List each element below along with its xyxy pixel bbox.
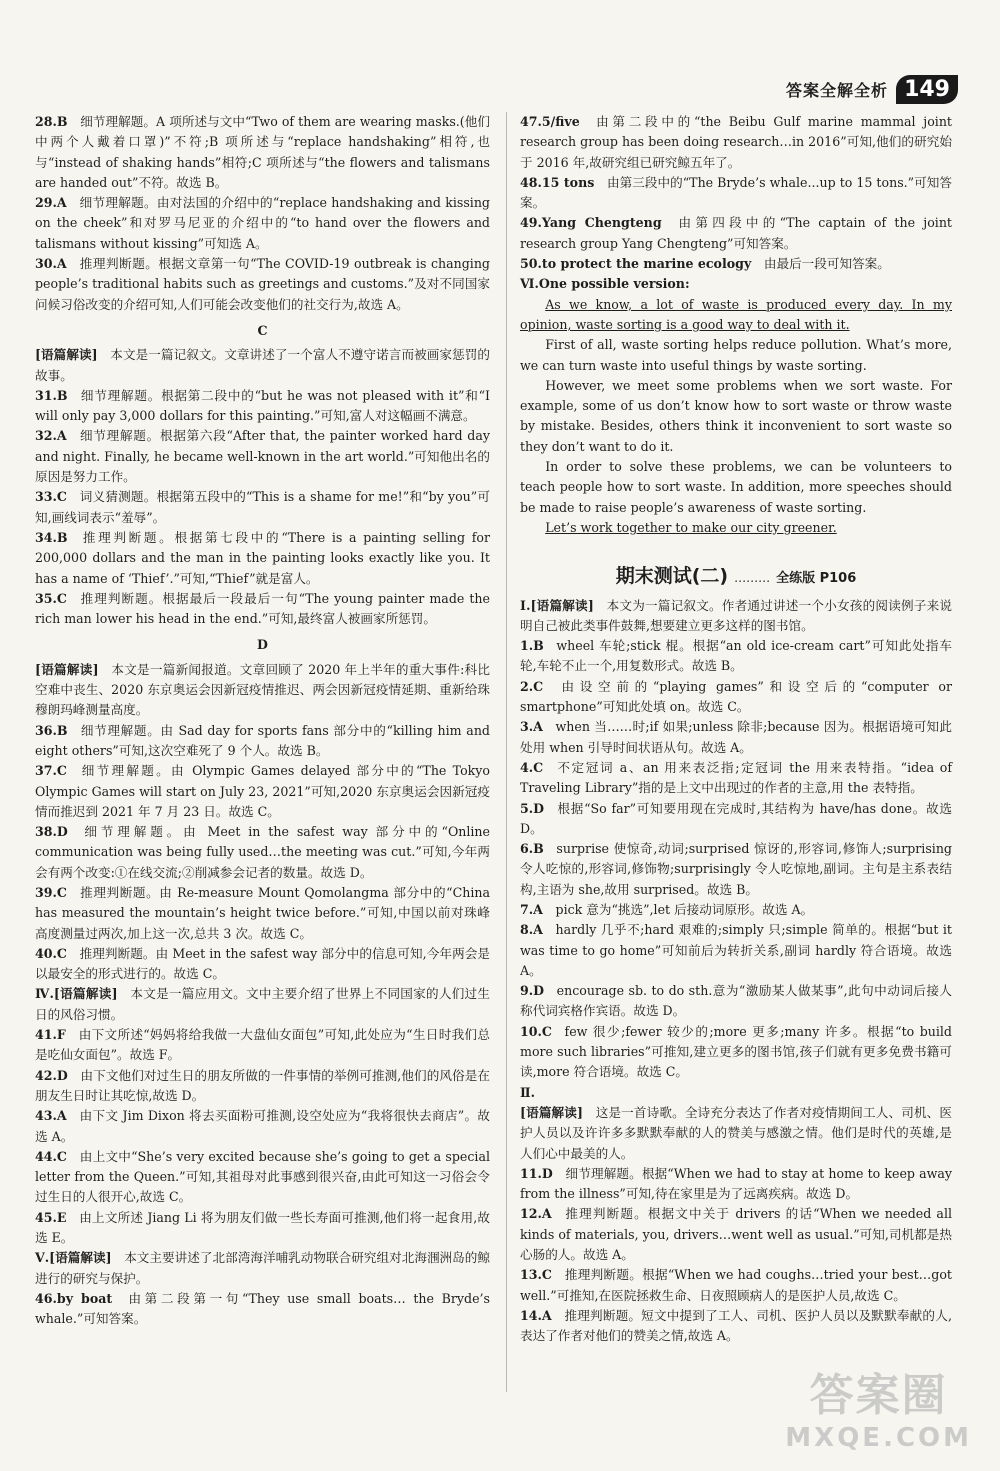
answer-number: 12.A: [520, 1206, 552, 1222]
column-divider: [506, 112, 507, 1392]
answer-text: 不定冠词 a、an 用来表泛指;定冠词 the 用来表特指。“idea of Traveling Library”指的是上文中出现过的作者的主意,用 the 表特指。: [520, 759, 952, 796]
right-column-answers: [520, 112, 952, 295]
test-title-dots: ………: [734, 571, 771, 586]
answer-text: 由最后一段可知答案。: [763, 256, 890, 272]
answer-number: 3.A: [520, 719, 543, 735]
answer-text: 推理判断题。由 Meet in the safest way 部分中的信息可知,今年两会是以最安全的形式进行的。故选 C。: [35, 945, 490, 982]
answer-item: [520, 900, 952, 920]
reading-note: [520, 596, 952, 637]
answer-number: 13.C: [520, 1267, 552, 1283]
reading-note: [35, 1248, 490, 1289]
right-column-test-answers: [520, 596, 952, 1347]
answer-text: 细节理解题。根据第二段中的“but he was not pleased with it”和“I will only pay 3,000 dollars for this painting.”可知,富人对这幅画不满意。: [35, 387, 490, 424]
answer-text: 推理判断题。根据文章第一句“The COVID-19 outbreak is changing people’s traditional habits such as greetings and customs.”及对不同国家问候习俗改变的介绍可知,人们可能会改变他们的社交行为,故选 A。: [35, 256, 490, 312]
answer-text: 细节理解题。A 项所述与文中“Two of them are wearing masks.(他们中两个人戴着口罩)”不符;B 项所述与“replace handshaking”相符,也与“instead of shaking hands”相符;C 项所述与“the flowers and talismans are handed out”不符。故选 B。: [35, 114, 490, 190]
answer-item: [35, 487, 490, 528]
answer-text: 由第三段中的“The Bryde’s whale...up to 15 tons.”可知答案。: [520, 174, 952, 211]
essay-paragraph-3: However, we meet some problems when we sort waste. For example, some of us don’t know how to sort waste or throw waste by mistake. Besides, others think it inconvenient to sort waste so they don’t want to do it.: [520, 377, 952, 454]
answer-number: 7.A: [520, 901, 543, 917]
header-title: 答案全解全析: [786, 80, 889, 100]
reading-note: [520, 274, 952, 294]
answer-number: 39.C: [35, 884, 67, 900]
answer-text: 细节理解题。根据“When we had to stay at home to keep away from the illness”可知,待在家里是为了远离疾病。故选 D。: [520, 1165, 952, 1202]
answer-text: 由第二段中的“the Beibu Gulf marine mammal joint research group has been doing research…in 2016”可知,他们的研究始于 2016 年,故研究组已研究鲸五年了。: [520, 114, 952, 170]
section-heading: D: [257, 637, 268, 653]
answer-text: 由下文他们对过生日的朋友所做的一件事情的举例可推测,他们的风俗是在朋友生日时让其吃惊,故选 D。: [35, 1067, 490, 1103]
answer-number: 28.B: [35, 114, 68, 129]
answer-number: 35.C: [35, 590, 67, 606]
reading-tag: Ⅱ.: [520, 1084, 535, 1100]
answer-number: 2.C: [520, 678, 544, 694]
answer-number: 41.F: [35, 1027, 66, 1043]
answer-item: [520, 981, 952, 1022]
answer-text: 细节理解题。由对法国的介绍中的“replace handshaking and kissing on the cheek”和对罗马尼亚的介绍中的“to hand over the flowers and talismans without kissing”可知选 A。: [35, 195, 490, 251]
answer-number: 47.5/five: [520, 114, 580, 129]
answer-item: [35, 254, 490, 315]
reading-tag: [语篇解读]: [35, 661, 99, 677]
answer-text: 细节理解题。由 Olympic Games delayed 部分中的“The Tokyo Olympic Games will start on July 23, 2021”可知,2020 东京奥运会因新冠疫情而推迟到 2021 年 7 月 23 日。故选 C。: [35, 763, 490, 819]
reading-text: 本文是一篇新闻报道。文章回顾了 2020 年上半年的重大事件:科比空难中丧生、2020 东京奥运会因新冠疫情推迟、两会因新冠疫情延期、重新给珠穆朗玛峰测量高度。: [35, 661, 490, 718]
right-column: [520, 112, 952, 1347]
answer-number: 45.E: [35, 1209, 67, 1225]
answer-item: [520, 1204, 952, 1265]
answer-text: encourage sb. to do sth.意为“激励某人做某事”,此句中动词后接人称代词宾格作宾语。故选 D。: [520, 983, 952, 1019]
answer-text: few 很少;fewer 较少的;more 更多;many 许多。根据“to build more such libraries”可推知,建立更多的图书馆,孩子们就有更多免费书籍可读,more 符合语境。故选 C。: [520, 1023, 952, 1080]
reading-text: 本文是一篇记叙文。文章讲述了一个富人不遵守诺言而被画家惩罚的故事。: [35, 347, 491, 383]
answer-text: surprise 使惊奇,动词;surprised 惊讶的,形容词,修饰人;surprising 令人吃惊的,形容词,修饰物;surprisingly 令人吃惊地,副词。主句是主系表结构,主语为 she,故用 surprised。故选 B。: [520, 841, 952, 897]
reading-text: 这是一首诗歌。全诗充分表达了作者对疫情期间工人、司机、医护人员以及许许多多默默奉献的人的赞美与感激之情。他们是时代的英雄,是人们心中最美的人。: [520, 1104, 953, 1161]
answer-number: 4.C: [520, 759, 544, 775]
answer-text: 由第二段第一句“They use small boats… the Bryde’s whale.”可知答案。: [35, 1290, 490, 1327]
answer-item: [35, 822, 490, 883]
answer-number: 46.by boat: [35, 1290, 113, 1306]
answer-text: 词义猜测题。根据第五段中的“This is a shame for me!”和“by you”可知,画线词表示“羞辱”。: [35, 489, 491, 525]
essay-paragraph-4: In order to solve these problems, we can be volunteers to teach people how to sort waste. In addition, more speeches should be made to raise people’s awareness of waste sorting.: [520, 459, 952, 515]
answer-text: 推理判断题。根据第七段中的“There is a painting selling for 200,000 dollars and the man in the painting looks exactly like you. It has a name of ‘Thief’.”可知,“Thief”就是富人。: [35, 529, 490, 586]
answer-number: 11.D: [520, 1165, 553, 1181]
section-heading: C: [257, 322, 268, 338]
answer-number: 5.D: [520, 800, 545, 816]
answer-item: [520, 636, 952, 677]
answer-number: 50.to protect the marine ecology: [520, 256, 752, 272]
answer-item: [520, 173, 952, 214]
answer-number: 34.B: [35, 529, 68, 545]
answer-number: 42.D: [35, 1067, 68, 1083]
answer-number: 38.D: [35, 824, 68, 840]
answer-item: [520, 839, 952, 900]
essay-paragraph-2: First of all, waste sorting helps reduce pollution. What’s more, we can turn waste into useful things by waste sorting.: [520, 337, 952, 373]
answer-text: 细节理解题。由 Meet in the safest way 部分中的“Online communication was being fully used…the meeting was cut.”可知,今年两会有两个改变:①在线交流;②削减参会记者的数量。故选 D。: [35, 824, 490, 880]
answer-number: 1.B: [520, 638, 544, 654]
answer-item: [35, 1289, 490, 1330]
answer-item: [35, 883, 490, 944]
watermark-logo: [785, 1359, 972, 1453]
reading-tag: Ⅳ.[语篇解读]: [35, 986, 118, 1002]
reading-tag: [语篇解读]: [520, 1104, 583, 1120]
answer-text: 由设空前的“playing games”和设空后的“computer or smartphone”可知此处填 on。故选 C。: [520, 678, 952, 715]
answer-item: [520, 254, 952, 274]
answer-number: 37.C: [35, 763, 67, 779]
answer-number: 40.C: [35, 945, 67, 961]
answer-item: [35, 112, 490, 193]
answer-number: 33.C: [35, 489, 67, 505]
answer-item: [35, 761, 490, 822]
reading-tag: Ⅴ.[语篇解读]: [35, 1250, 112, 1266]
answer-item: [520, 717, 952, 758]
answer-text: 推理判断题。根据“When we had coughs…tried your best…got well.”可推知,在医院拯救生命、日夜照顾病人的是医护人员,故选 C。: [520, 1267, 952, 1303]
answer-number: 31.B: [35, 387, 68, 403]
answer-number: 10.C: [520, 1023, 552, 1039]
answer-item: [35, 1208, 490, 1249]
reading-text: 本文是一篇应用文。文中主要介绍了世界上不同国家的人们过生日的风俗习惯。: [35, 986, 491, 1022]
answer-item: [35, 1106, 490, 1147]
answer-item: [520, 920, 952, 981]
sample-essay: [520, 295, 952, 539]
reading-note: [35, 660, 490, 721]
answer-text: when 当……时;if 如果;unless 除非;because 因为。根据语境可知此处用 when 引导时间状语从句。故选 A。: [520, 719, 952, 755]
answer-item: [35, 944, 490, 985]
answer-item: [520, 799, 952, 840]
answer-item: [35, 1147, 490, 1208]
answer-number: 8.A: [520, 922, 543, 938]
answer-item: [520, 1265, 952, 1306]
answer-item: [520, 677, 952, 718]
answer-text: 推理判断题。由 Re-measure Mount Qomolangma 部分中的“China has measured the mountain’s height twice before.”可知,中国以前对珠峰高度测量过两次,加上这一次,总共 3 次。故选 C。: [35, 884, 490, 941]
answer-text: 由下文所述“妈妈将给我做一大盘仙女面包”可知,此处应为“生日时我们总是吃仙女面包”。故选 F。: [35, 1027, 490, 1063]
answer-number: 44.C: [35, 1148, 67, 1164]
answer-number: 49.Yang Chengteng: [520, 215, 662, 231]
page-header: [786, 72, 958, 106]
answer-number: 48.15 tons: [520, 174, 595, 190]
answer-item: [35, 426, 490, 487]
answer-number: 32.A: [35, 428, 67, 444]
answer-text: wheel 车轮;stick 棍。根据“an old ice-cream cart”可知此处指车轮,车轮不止一个,用复数形式。故选 B。: [520, 638, 952, 674]
answer-item: [520, 112, 952, 173]
answer-text: hardly 几乎不;hard 艰难的;simply 只;simple 简单的。根据“but it was time to go home”可知前后为转折关系,副词 hardly 符合语境。故选 A。: [520, 922, 952, 978]
reading-tag: Ⅰ.[语篇解读]: [520, 597, 594, 613]
answer-number: 6.B: [520, 841, 544, 857]
watermark-cn: 答案圈: [809, 1370, 948, 1421]
answer-text: 根据“So far”可知要用现在完成时,其结构为 have/has done。故选 D。: [520, 800, 952, 836]
essay-paragraph-5: Let’s work together to make our city greener.: [545, 519, 837, 535]
answer-text: 由上文中“She’s very excited because she’s going to get a special letter from the Queen.”可知,其祖母对此事感到很兴奋,由此可知这一习俗会令过生日的人很开心,故选 C。: [35, 1148, 490, 1205]
answer-number: 29.A: [35, 195, 67, 211]
test-title-main: 期末测试(二): [615, 565, 729, 588]
answer-text: 细节理解题。由 Sad day for sports fans 部分中的“killing him and eight others”可知,这次空难死了 9 个人。故选 B。: [35, 722, 490, 758]
answer-item: [35, 1025, 490, 1066]
reading-text: 本文为一篇记叙文。作者通过讲述一个小女孩的阅读例子来说明自己被此类事件鼓舞,想要建立更多这样的图书馆。: [520, 597, 952, 633]
answer-number: 36.B: [35, 722, 68, 738]
answer-text: 推理判断题。短文中提到了工人、司机、医护人员以及默默奉献的人,表达了作者对他们的赞美之情,故选 A。: [520, 1307, 952, 1344]
watermark-url: MXQE.COM: [785, 1423, 972, 1453]
test-title: [520, 566, 952, 589]
reading-tag: Ⅵ.One possible version:: [520, 276, 690, 292]
answer-item: [35, 721, 490, 762]
answer-text: pick 意为“挑选”,let 后接动词原形。故选 A。: [555, 901, 814, 917]
answer-text: 由下文 Jim Dixon 将去买面粉可推测,设空处应为“我将很快去商店”。故选 A。: [35, 1108, 490, 1144]
answer-item: [35, 528, 490, 589]
test-title-ref: 全练版 P106: [776, 571, 857, 587]
answer-number: 14.A: [520, 1307, 552, 1323]
answer-item: [35, 1066, 490, 1107]
answer-item: [35, 386, 490, 427]
answer-text: 由第四段中的“The captain of the joint research group Yang Chengteng”可知答案。: [520, 215, 952, 251]
reading-note: [35, 984, 490, 1025]
answer-text: 推理判断题。根据文中关于 drivers 的话“When we needed all kinds of materials, you, drivers…went well as usual.”可知,司机都是热心肠的人。故选 A。: [520, 1206, 952, 1263]
answer-item: [520, 1306, 952, 1347]
left-column: [35, 112, 490, 1330]
answer-number: 9.D: [520, 983, 545, 999]
reading-note: [520, 1103, 952, 1164]
answer-number: 43.A: [35, 1108, 67, 1124]
answer-item: [520, 213, 952, 254]
answer-item: [520, 758, 952, 799]
reading-note: [520, 1083, 952, 1103]
page-number: 149: [896, 75, 958, 104]
essay-paragraph-1: As we know, a lot of waste is produced every day. In my opinion, waste sorting is a good way to deal with it.: [520, 296, 952, 332]
reading-text: 本文主要讲述了北部湾海洋哺乳动物联合研究组对北海涠洲岛的鲸进行的研究与保护。: [35, 1250, 490, 1286]
answer-item: [520, 1022, 952, 1083]
answer-item: [35, 193, 490, 254]
answer-item: [35, 589, 490, 630]
reading-tag: [语篇解读]: [35, 347, 98, 363]
answer-text: 由上文所述 Jiang Li 将为朋友们做一些长寿面可推测,他们将一起食用,故选 E。: [35, 1209, 490, 1246]
reading-note: [35, 345, 490, 386]
answer-text: 推理判断题。根据最后一段最后一句“The young painter made the rich man lower his head in the end.”可知,最终富人被画家所惩罚。: [35, 590, 490, 627]
answer-number: 30.A: [35, 256, 67, 272]
answer-text: 细节理解题。根据第六段“After that, the painter worked hard day and night. Finally, he became well-known in the art world.”可知他出名的原因是努力工作。: [35, 428, 490, 485]
answer-item: [520, 1164, 952, 1205]
